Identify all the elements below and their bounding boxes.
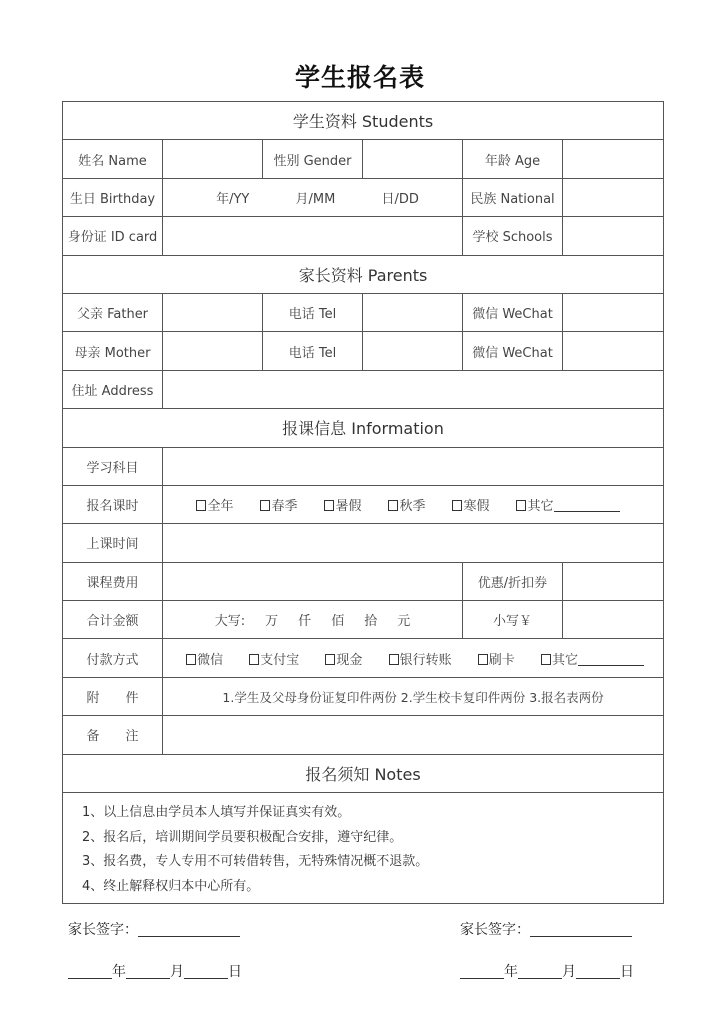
fill-blank[interactable] [554, 499, 620, 512]
payment-option-card[interactable]: 刷卡 [478, 649, 515, 668]
date-left [68, 961, 242, 981]
section-students: 学生资料 Students [63, 102, 664, 140]
section-parents: 家长资料 Parents [63, 255, 664, 293]
schools-label: 学校 Schools [463, 217, 563, 255]
national-label: 民族 National [463, 178, 563, 216]
father-wechat-label: 微信 WeChat [463, 293, 563, 331]
page-title: 学生报名表 [294, 63, 425, 92]
remark-label: 备 注 [63, 716, 163, 754]
course-option-other[interactable]: 其它 [516, 495, 619, 514]
name-label: 姓名 Name [63, 140, 163, 178]
checkbox-icon [478, 654, 488, 665]
date-right [460, 961, 634, 981]
payment-option-alipay[interactable]: 支付宝 [249, 649, 299, 668]
day-label: 日/DD [381, 191, 419, 207]
year-label: 年/YY [216, 191, 250, 207]
national-field[interactable] [563, 178, 664, 216]
unit-qian: 仟 [298, 614, 312, 630]
age-label: 年龄 Age [463, 140, 563, 178]
unit-wan: 万 [265, 614, 279, 630]
payment-option-bank-transfer[interactable]: 银行转账 [389, 649, 452, 668]
day-label: 日 [228, 964, 242, 980]
year-blank[interactable] [68, 964, 112, 979]
gender-label: 性别 Gender [263, 140, 363, 178]
signature-line[interactable] [530, 922, 632, 937]
year-label: 年 [112, 964, 126, 980]
class-time-label: 上课时间 [63, 524, 163, 562]
month-label: 月 [170, 964, 184, 980]
month-blank[interactable] [518, 964, 562, 979]
age-field[interactable] [563, 140, 664, 178]
mother-field[interactable] [163, 332, 263, 370]
fee-field[interactable] [163, 562, 463, 600]
father-tel-field[interactable] [363, 293, 463, 331]
checkbox-icon [260, 500, 270, 511]
notes-list [63, 793, 664, 904]
course-time-label: 报名课时 [63, 485, 163, 523]
signature-line[interactable] [138, 922, 240, 937]
birthday-field[interactable] [163, 178, 463, 216]
remark-field[interactable] [163, 716, 664, 754]
gender-field[interactable] [363, 140, 463, 178]
signature-right [460, 919, 632, 939]
day-label: 日 [620, 964, 634, 980]
attach-label: 附 件 [63, 677, 163, 715]
checkbox-icon [186, 654, 196, 665]
idcard-label: 身份证 ID card [63, 217, 163, 255]
section-information: 报课信息 Information [63, 409, 664, 447]
day-blank[interactable] [576, 964, 620, 979]
signature-left [68, 919, 240, 939]
name-field[interactable] [163, 140, 263, 178]
checkbox-icon [541, 654, 551, 665]
unit-yuan: 元 [397, 614, 411, 630]
upper-label: 大写: [214, 614, 246, 630]
checkbox-icon [249, 654, 259, 665]
mother-tel-field[interactable] [363, 332, 463, 370]
payment-label: 付款方式 [63, 639, 163, 677]
signature-label: 家长签字： [68, 922, 138, 938]
signature-label: 家长签字： [460, 922, 530, 938]
attach-text: 1.学生及父母身份证复印件两份 2.学生校卡复印件两份 3.报名表两份 [163, 677, 664, 715]
note-item: 3、报名费，专人专用不可转借转售，无特殊情况概不退款。 [82, 854, 429, 870]
year-label: 年 [504, 964, 518, 980]
fill-blank[interactable] [578, 653, 644, 666]
lower-field[interactable] [563, 601, 664, 639]
fee-label: 课程费用 [63, 562, 163, 600]
month-label: 月 [562, 964, 576, 980]
unit-bai: 佰 [331, 614, 345, 630]
father-tel-label: 电话 Tel [263, 293, 363, 331]
father-label: 父亲 Father [63, 293, 163, 331]
subject-label: 学习科目 [63, 447, 163, 485]
checkbox-icon [324, 500, 334, 511]
lower-label: 小写￥ [463, 601, 563, 639]
payment-option-wechat[interactable]: 微信 [186, 649, 223, 668]
father-wechat-field[interactable] [563, 293, 664, 331]
checkbox-icon [452, 500, 462, 511]
address-label: 住址 Address [63, 370, 163, 408]
section-notes: 报名须知 Notes [63, 754, 664, 792]
mother-tel-label: 电话 Tel [263, 332, 363, 370]
day-blank[interactable] [184, 964, 228, 979]
checkbox-icon [388, 500, 398, 511]
course-option-full-year[interactable]: 全年 [196, 495, 233, 514]
note-item: 2、报名后，培训期间学员要积极配合安排，遵守纪律。 [82, 829, 403, 845]
note-item: 4、终止解释权归本中心所有。 [82, 878, 260, 894]
course-option-summer[interactable]: 暑假 [324, 495, 361, 514]
checkbox-icon [516, 500, 526, 511]
payment-option-cash[interactable]: 现金 [325, 649, 362, 668]
birthday-label: 生日 Birthday [63, 178, 163, 216]
idcard-field[interactable] [163, 217, 463, 255]
note-item: 1、以上信息由学员本人填写并保证真实有效。 [82, 805, 351, 821]
discount-field[interactable] [563, 562, 664, 600]
course-option-spring[interactable]: 春季 [260, 495, 297, 514]
course-option-winter[interactable]: 寒假 [452, 495, 489, 514]
checkbox-icon [196, 500, 206, 511]
address-field[interactable] [163, 370, 664, 408]
discount-label: 优惠/折扣券 [463, 562, 563, 600]
unit-shi: 拾 [364, 614, 378, 630]
schools-field[interactable] [563, 217, 664, 255]
month-blank[interactable] [126, 964, 170, 979]
total-label: 合计金额 [63, 601, 163, 639]
father-field[interactable] [163, 293, 263, 331]
payment-option-other[interactable]: 其它 [541, 649, 644, 668]
month-label: 月/MM [295, 191, 336, 207]
mother-wechat-label: 微信 WeChat [463, 332, 563, 370]
mother-label: 母亲 Mother [63, 332, 163, 370]
mother-wechat-field[interactable] [563, 332, 664, 370]
subject-field[interactable] [163, 447, 664, 485]
year-blank[interactable] [460, 964, 504, 979]
registration-form-table [62, 101, 664, 904]
class-time-field[interactable] [163, 524, 664, 562]
course-option-autumn[interactable]: 秋季 [388, 495, 425, 514]
checkbox-icon [325, 654, 335, 665]
total-upper-field[interactable] [163, 601, 463, 639]
checkbox-icon [389, 654, 399, 665]
